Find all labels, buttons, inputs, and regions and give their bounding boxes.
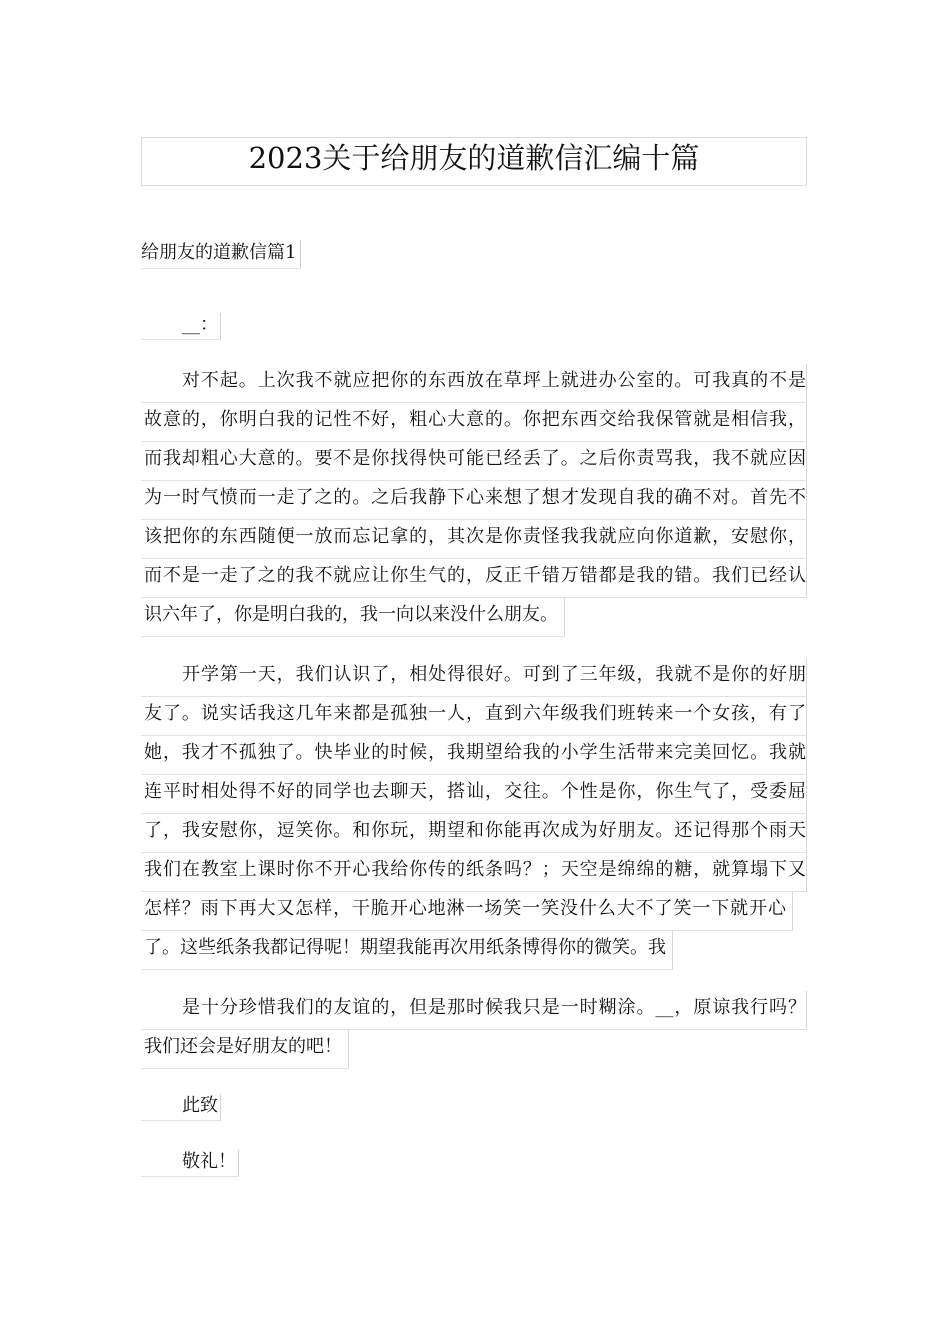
section-heading: 给朋友的道歉信篇1	[141, 240, 301, 269]
paragraph-2	[141, 658, 807, 970]
paragraph-line: 该把你的东西随便一放而忘记拿的，其次是你责怪我我就应向你道歉，安慰你，	[141, 520, 807, 559]
closing-salute: 敬礼！	[141, 1150, 239, 1177]
paragraph-line: 识六年了，你是明白我的，我一向以来没什么朋友。	[141, 598, 565, 637]
paragraph-line: 我们在教室上课时你不开心我给你传的纸条吗？；天空是绵绵的糖，就算塌下又	[141, 853, 807, 892]
paragraph-line: 开学第一天，我们认识了，相处得很好。可到了三年级，我就不是你的好朋	[141, 658, 807, 697]
salutation: __：	[141, 313, 221, 340]
paragraph-line: 友了。说实话我这几年来都是孤独一人，直到六年级我们班转来一个女孩，有了	[141, 697, 807, 736]
paragraph-line: 对不起。上次我不就应把你的东西放在草坪上就进办公室的。可我真的不是	[141, 364, 807, 403]
paragraph-line: 了。这些纸条我都记得呢！期望我能再次用纸条博得你的微笑。我	[141, 931, 673, 970]
document-title: 2023关于给朋友的道歉信汇编十篇	[141, 137, 807, 186]
paragraph-line: 了，我安慰你，逗笑你。和你玩，期望和你能再次成为好朋友。还记得那个雨天	[141, 814, 807, 853]
paragraph-line: 为一时气愤而一走了之的。之后我静下心来想了想才发现自我的确不对。首先不	[141, 481, 807, 520]
paragraph-line: 怎样？雨下再大又怎样，干脆开心地淋一场笑一笑没什么大不了笑一下就开心	[141, 892, 793, 931]
paragraph-line: 连平时相处得不好的同学也去聊天，搭讪，交往。个性是你，你生气了，受委屈	[141, 775, 807, 814]
paragraph-line: 故意的，你明白我的记性不好，粗心大意的。你把东西交给我保管就是相信我，	[141, 403, 807, 442]
paragraph-line: 而不是一走了之的我不就应让你生气的，反正千错万错都是我的错。我们已经认	[141, 559, 807, 598]
closing-regards: 此致	[141, 1094, 221, 1121]
paragraph-line: 我们还会是好朋友的吧！	[141, 1030, 349, 1069]
paragraph-line: 而我却粗心大意的。要不是你找得快可能已经丢了。之后你责骂我，我不就应因	[141, 442, 807, 481]
paragraph-line: 她，我才不孤独了。快毕业的时候，我期望给我的小学生活带来完美回忆。我就	[141, 736, 807, 775]
paragraph-1	[141, 364, 807, 637]
paragraph-line: 是十分珍惜我们的友谊的，但是那时候我只是一时糊涂。__，原谅我行吗？	[141, 991, 807, 1030]
paragraph-3	[141, 991, 807, 1069]
